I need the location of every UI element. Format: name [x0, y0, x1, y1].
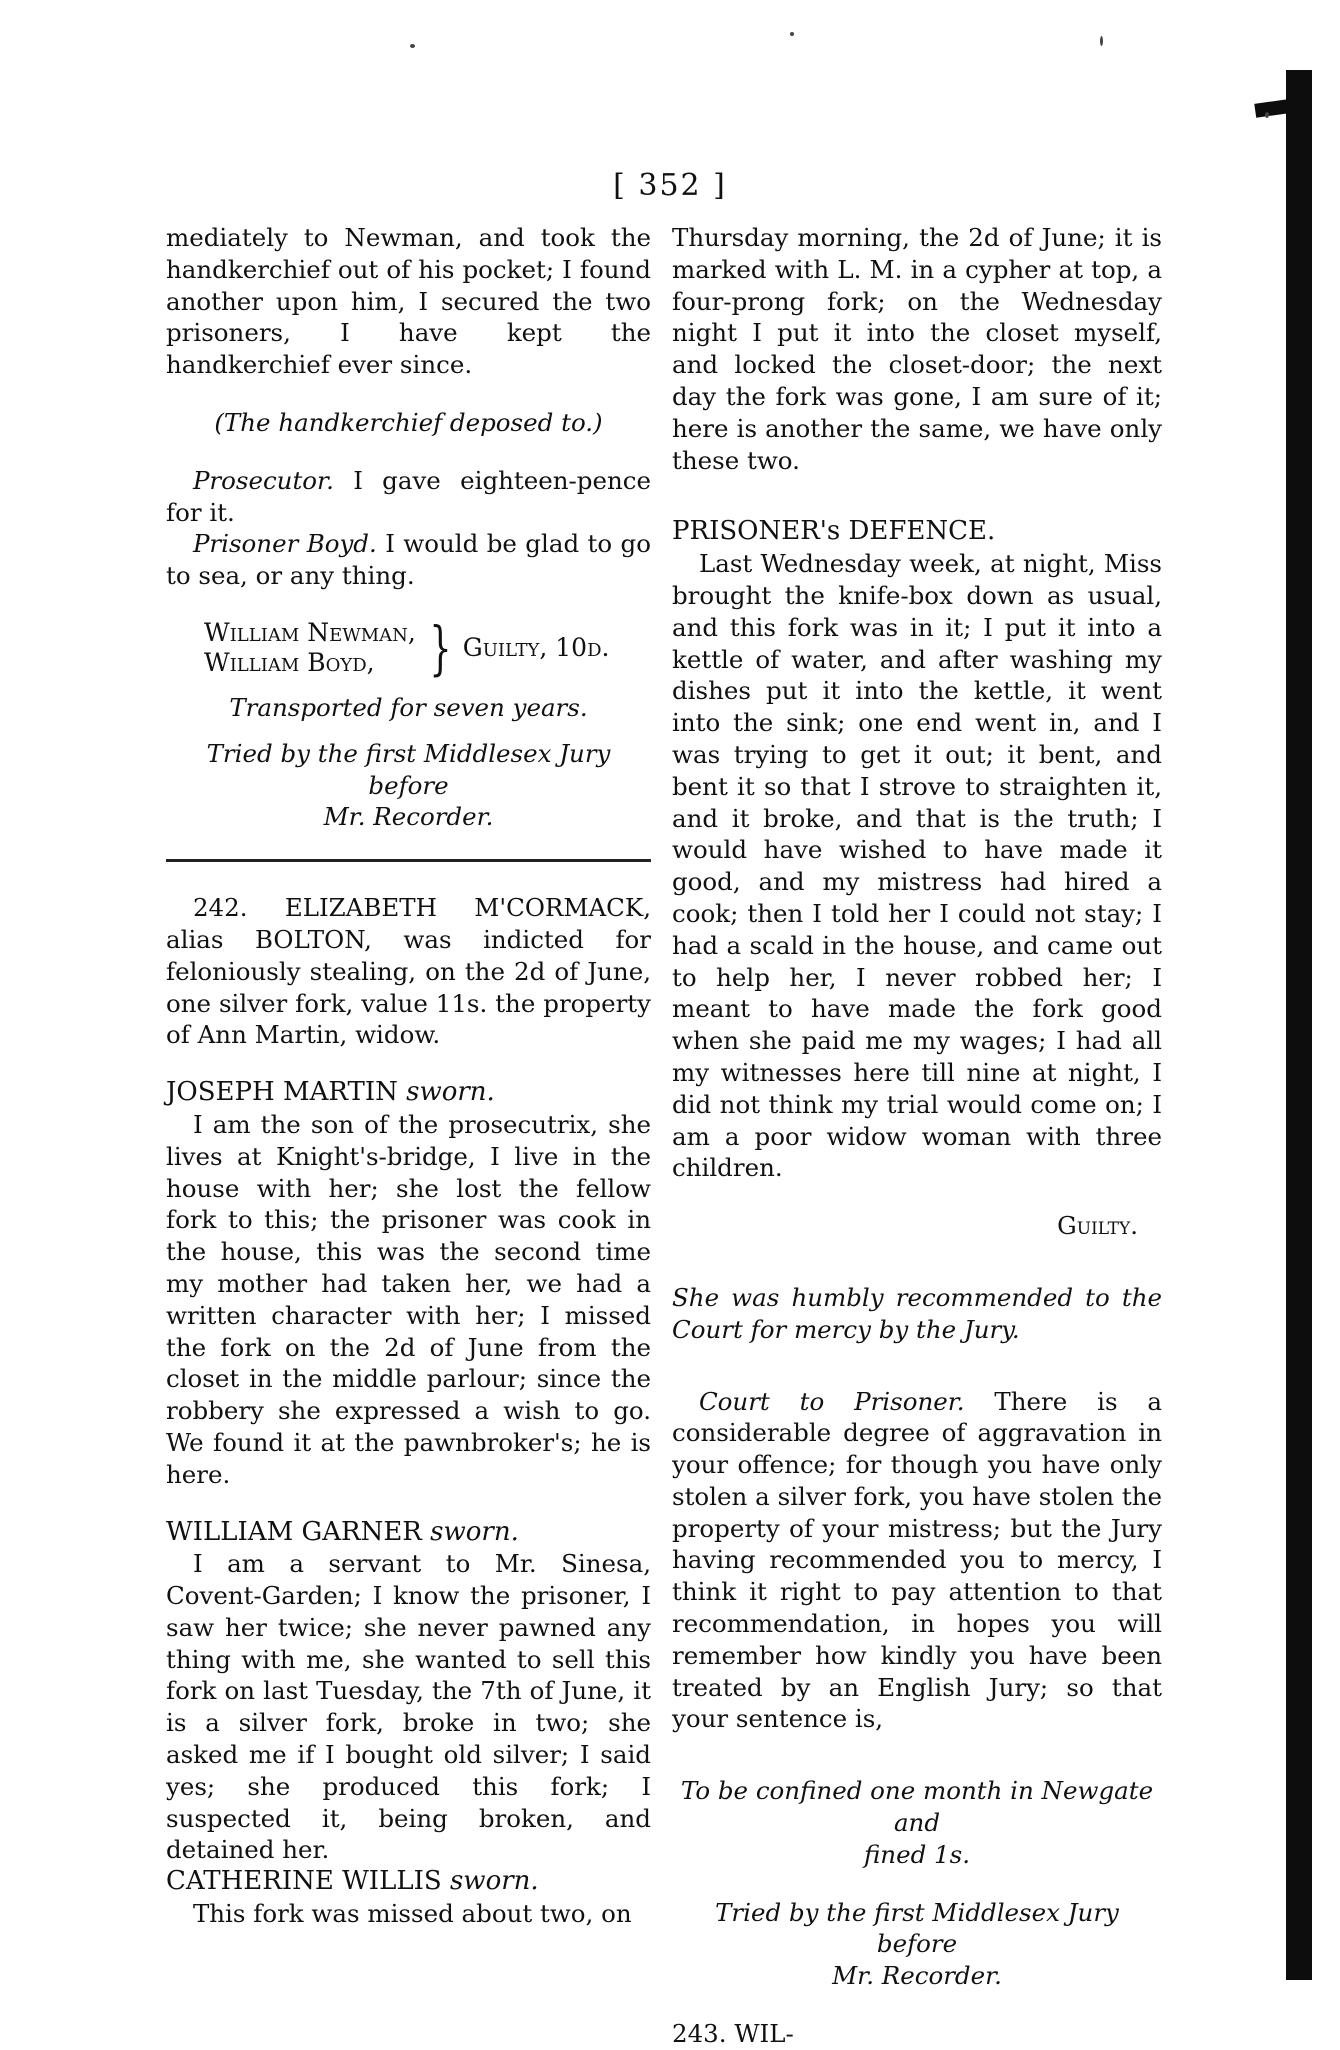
jury-note-continued: Mr. Recorder. — [323, 802, 494, 832]
brace-glyph: } — [429, 613, 452, 682]
ink-speck — [1100, 36, 1103, 46]
case-indictment — [166, 892, 651, 1051]
right-column — [672, 222, 1162, 2050]
verdict-text: Guilty. — [1057, 1211, 1138, 1241]
defence-heading: PRISONER's DEFENCE. — [672, 516, 996, 547]
speaker-label: Prisoner Boyd. — [192, 529, 377, 559]
sentence: Transported for seven years. — [229, 692, 588, 722]
jury-note: Tried by the first Middlesex Jury before — [715, 1897, 1119, 1959]
indictment-text: ELIZABETH M'CORMACK, alias BOLTON, was indicted for feloniously stealing, on the 2d of June, one silver fork, value 11s. the property of Ann Martin, widow. — [166, 893, 651, 1050]
witness-name: CATHERINE WILLIS — [166, 1866, 442, 1897]
sworn-label: sworn. — [406, 1077, 495, 1108]
continued-testimony: Thursday morning, the 2d of June; it is marked with L. M. in a cypher at top, a four-prong fork; on the Wednesday night I put it into the closet myself, and locked the closet-door; the next day the fork was gone, I am sure of it; here is another the same, we have only these two. — [672, 223, 1162, 475]
speaker-text: I gave eighteen-pence for it. — [166, 465, 651, 527]
ink-speck — [1265, 112, 1269, 118]
defence-text: Last Wednesday week, at night, Miss brought the knife-box down as usual, and this fork was in it; I put it into a kettle of water, and after washing my dishes put it into the kettle, it went into the sink; one end went in, and I was trying to get it out; it bent, and bent it so that I strove to straighten it, and it broke, and that is the truth; I would have wished to have made it good, and my mistress had hired a cook; then I told her I could not stay; I had a scald in the house, and came out to help her, I never robbed her; I meant to have made the fork good when she paid me my wages; I had all my witnesses here till nine at night, I did not think my trial would come on; I am a poor widow woman with three children. — [672, 549, 1162, 1183]
witness-testimony: I am a servant to Mr. Sinesa, Covent-Garden; I know the prisoner, I saw her twice; she never pawned any thing with me, she wanted to sell this fork on last Tuesday, the 7th of June, it is a silver fork, broke in two; she asked me if I bought old silver; I said yes; she produced this fork; I suspected it, being broken, and detained her. — [166, 1549, 651, 1865]
defendant-name: William Newman, — [204, 617, 416, 647]
sworn-label: sworn. — [430, 1516, 519, 1547]
witness-name: JOSEPH MARTIN — [166, 1077, 398, 1108]
prosecutor-statement — [166, 465, 651, 529]
court-address — [672, 1386, 1162, 1736]
mercy-recommendation: She was humbly recommended to the Court for mercy by the Jury. — [672, 1282, 1162, 1344]
page-number: [ 352 ] — [613, 168, 727, 203]
exhibit-note: (The handkerchief deposed to.) — [214, 407, 603, 437]
verdict-block — [166, 613, 651, 682]
speaker-label: Prosecutor. — [192, 465, 334, 495]
prisoner-statement — [166, 528, 651, 592]
verdict-text: Guilty, 10d. — [462, 632, 610, 662]
jury-note: Tried by the first Middlesex Jury before — [206, 738, 611, 800]
ink-speck — [790, 32, 794, 36]
witness-heading — [166, 1866, 651, 1898]
witness-heading — [166, 1077, 651, 1109]
ink-speck — [410, 44, 415, 48]
speaker-text: I would be glad to go to sea, or any thing. — [166, 529, 651, 591]
witness-heading — [166, 1517, 651, 1549]
speaker-label: Court to Prisoner. — [698, 1386, 965, 1416]
sentence-continued: fined 1s. — [863, 1839, 971, 1869]
speaker-text: There is a considerable degree of aggravation in your offence; for though you have only stolen a silver fork, you have stolen the property of your mistress; but the Jury having recommended you to mercy, I think it right to pay attention to that recommendation, in hopes you will remember how kindly you have been treated by an English Jury; so that your sentence is, — [672, 1386, 1162, 1734]
defendant-name: William Boyd, — [204, 647, 375, 677]
page-edge-shadow — [1286, 70, 1312, 1980]
sentence: To be confined one month in Newgate and — [680, 1776, 1154, 1838]
left-column — [166, 222, 651, 1930]
catchword: 243. WIL- — [672, 2019, 794, 2049]
witness-name: WILLIAM GARNER — [166, 1516, 422, 1547]
jury-note-continued: Mr. Recorder. — [832, 1961, 1002, 1991]
witness-testimony: I am the son of the prosecutrix, she lives at Knight's-bridge, I live in the house with her; she lost the fellow fork to this; the prisoner was cook in the house, this was the second time my mother had taken her, we had a written character with her; I missed the fork on the 2d of June from the closet in the middle parlour; since the robbery she expressed a wish to go. We found it at the pawnbroker's; he is here. — [166, 1109, 651, 1489]
witness-testimony: This fork was missed about two, on — [192, 1899, 632, 1929]
continued-testimony: mediately to Newman, and took the handkerchief out of his pocket; I found another upon him, I secured the two prisoners, I have kept the handkerchief ever since. — [166, 223, 651, 380]
section-divider — [166, 859, 651, 862]
case-number: 242. — [192, 893, 248, 923]
sworn-label: sworn. — [449, 1866, 539, 1897]
